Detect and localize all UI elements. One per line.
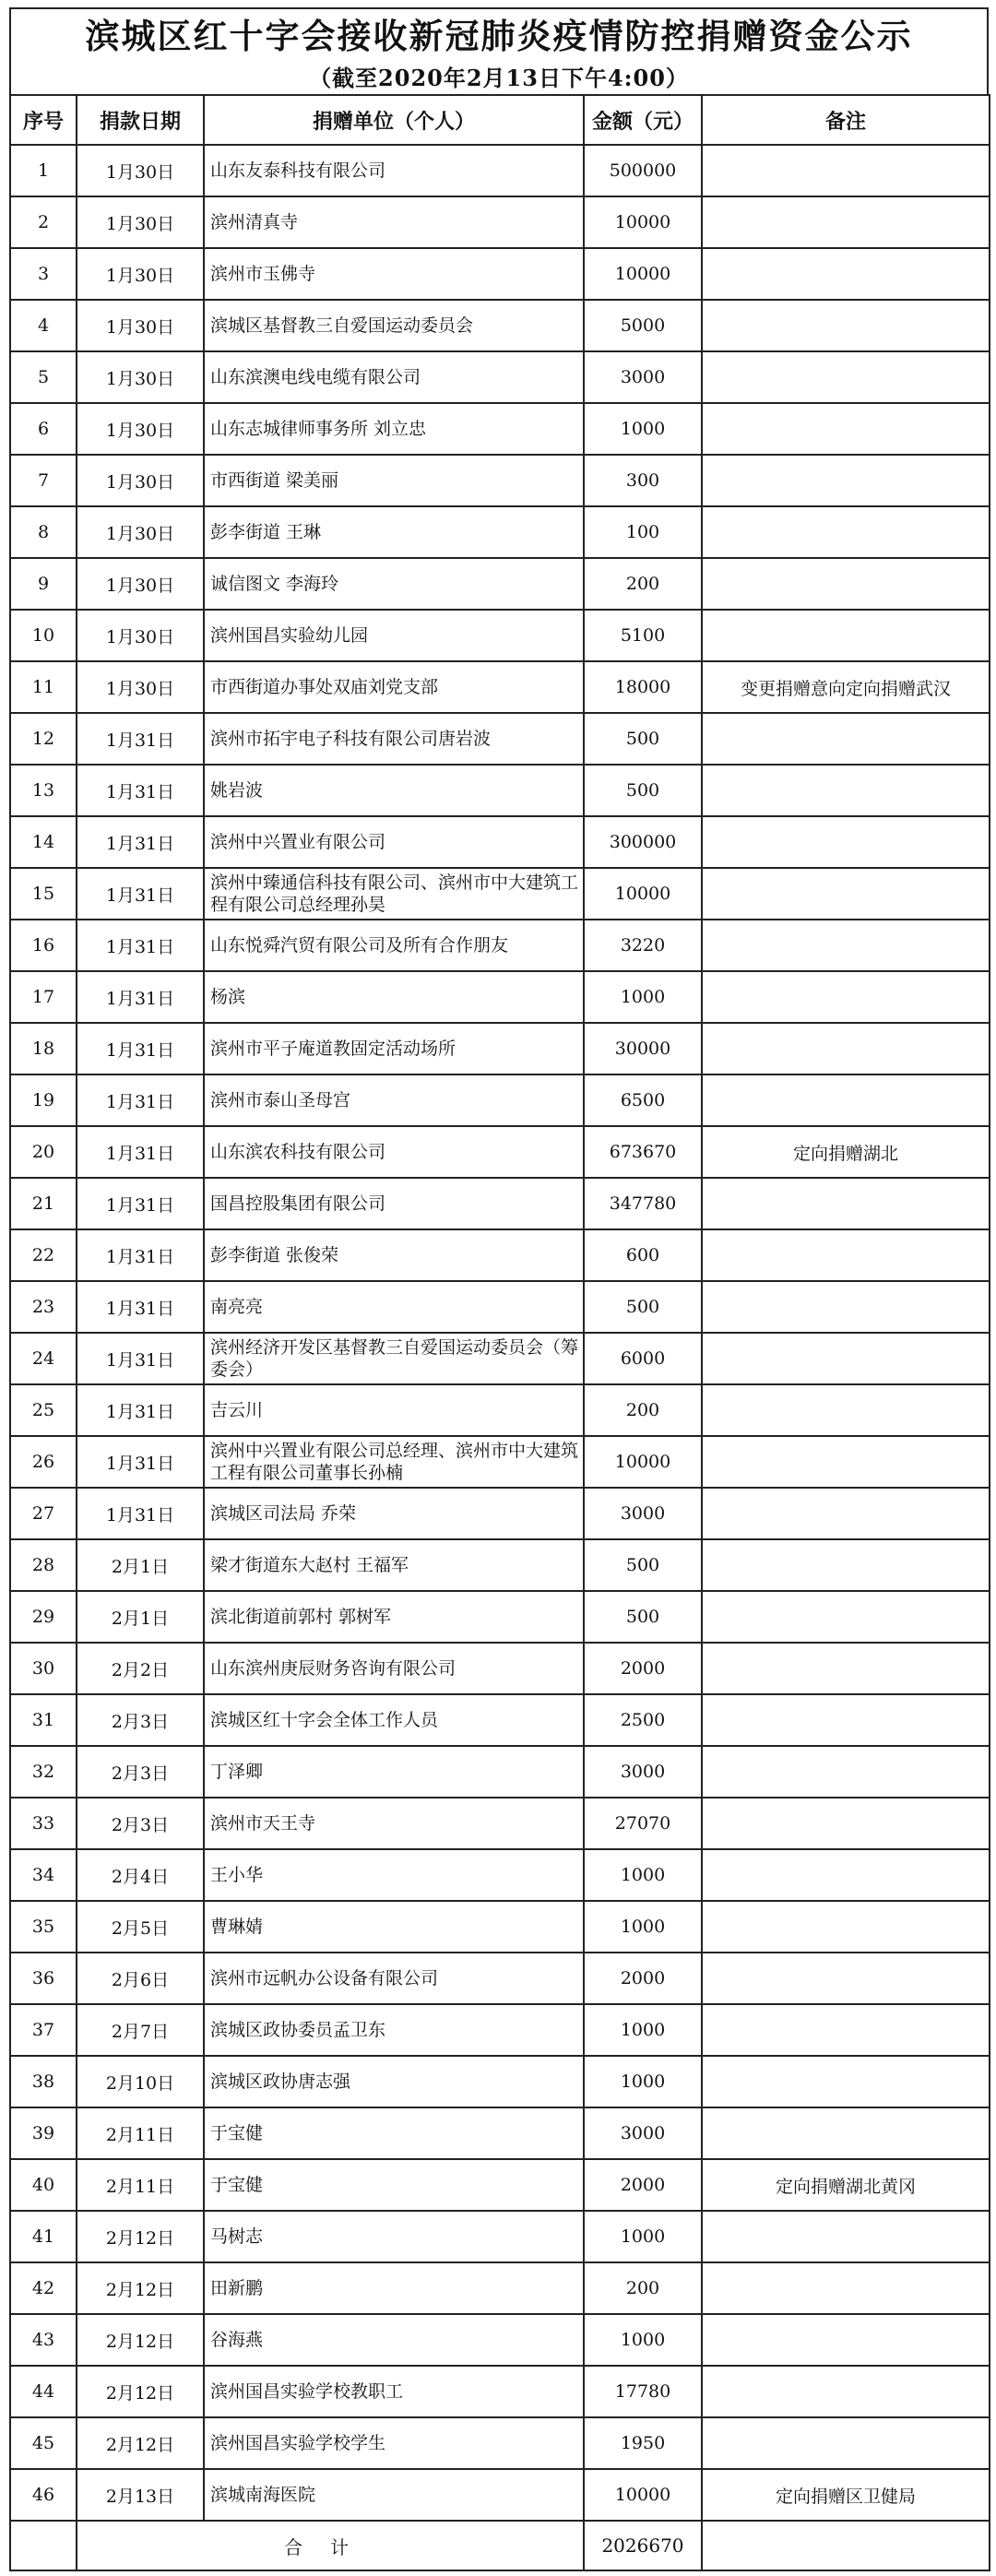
row-note <box>702 1229 990 1281</box>
row-note <box>702 1333 990 1384</box>
header-note: 备注 <box>702 95 990 145</box>
row-number: 27 <box>10 1488 77 1539</box>
table-row <box>10 2314 990 2366</box>
row-note <box>702 2056 990 2107</box>
row-number: 42 <box>10 2262 77 2314</box>
row-amount: 2000 <box>584 1953 702 2004</box>
table-row <box>10 403 990 455</box>
row-amount: 347780 <box>584 1178 702 1229</box>
row-note <box>702 1798 990 1849</box>
table-row <box>10 2004 990 2056</box>
row-number: 43 <box>10 2314 77 2366</box>
row-amount: 1000 <box>584 1901 702 1953</box>
table-row <box>10 1229 990 1281</box>
row-note: 定向捐赠湖北 <box>702 1126 990 1178</box>
row-donor: 山东友泰科技有限公司 <box>204 145 584 196</box>
row-date: 1月30日 <box>77 506 204 558</box>
row-amount: 200 <box>584 2262 702 2314</box>
row-amount: 1000 <box>584 2314 702 2366</box>
row-donor: 诚信图文 李海玲 <box>204 558 584 610</box>
table-body <box>10 145 990 2521</box>
row-date: 1月31日 <box>77 1074 204 1126</box>
row-date: 1月30日 <box>77 351 204 403</box>
row-amount: 500 <box>584 1281 702 1333</box>
row-note <box>702 1384 990 1436</box>
row-amount: 600 <box>584 1229 702 1281</box>
table-row <box>10 1953 990 2004</box>
row-note <box>702 2004 990 2056</box>
row-amount: 2000 <box>584 1643 702 1694</box>
row-amount: 10000 <box>584 868 702 920</box>
row-note <box>702 196 990 248</box>
row-note <box>702 2314 990 2366</box>
row-number: 20 <box>10 1126 77 1178</box>
donation-table <box>9 94 990 2571</box>
table-row <box>10 145 990 196</box>
row-donor: 滨州市拓宇电子科技有限公司唐岩波 <box>204 713 584 765</box>
row-note <box>702 300 990 351</box>
table-row <box>10 1849 990 1901</box>
table-row <box>10 765 990 816</box>
row-date: 1月31日 <box>77 1281 204 1333</box>
row-donor: 南亮亮 <box>204 1281 584 1333</box>
table-row <box>10 661 990 713</box>
table-row <box>10 1178 990 1229</box>
row-amount: 6500 <box>584 1074 702 1126</box>
row-donor: 滨州市玉佛寺 <box>204 248 584 300</box>
table-row <box>10 2417 990 2469</box>
row-number: 3 <box>10 248 77 300</box>
row-note <box>702 1539 990 1591</box>
table-row <box>10 610 990 661</box>
header-donor: 捐赠单位（个人） <box>204 95 584 145</box>
row-date: 2月11日 <box>77 2159 204 2211</box>
row-date: 1月30日 <box>77 300 204 351</box>
row-donor: 滨城区司法局 乔荣 <box>204 1488 584 1539</box>
table-row <box>10 1281 990 1333</box>
row-number: 46 <box>10 2469 77 2521</box>
row-donor: 山东滨澳电线电缆有限公司 <box>204 351 584 403</box>
row-note <box>702 765 990 816</box>
row-amount: 1950 <box>584 2417 702 2469</box>
row-number: 28 <box>10 1539 77 1591</box>
table-row <box>10 816 990 868</box>
row-note <box>702 920 990 971</box>
row-date: 1月31日 <box>77 1126 204 1178</box>
row-donor: 滨州市天王寺 <box>204 1798 584 1849</box>
row-donor: 滨城南海医院 <box>204 2469 584 2521</box>
row-date: 2月10日 <box>77 2056 204 2107</box>
row-note <box>702 145 990 196</box>
row-date: 2月4日 <box>77 1849 204 1901</box>
table-row <box>10 868 990 920</box>
row-donor: 滨城区政协唐志强 <box>204 2056 584 2107</box>
row-note <box>702 1074 990 1126</box>
table-row <box>10 2366 990 2417</box>
row-amount: 10000 <box>584 248 702 300</box>
row-date: 1月30日 <box>77 661 204 713</box>
row-donor: 田新鹏 <box>204 2262 584 2314</box>
table-row <box>10 506 990 558</box>
row-note <box>702 2262 990 2314</box>
row-amount: 3000 <box>584 1488 702 1539</box>
row-note: 定向捐赠区卫健局 <box>702 2469 990 2521</box>
row-date: 1月31日 <box>77 920 204 971</box>
row-date: 1月31日 <box>77 1384 204 1436</box>
row-donor: 滨州国昌实验幼儿园 <box>204 610 584 661</box>
row-amount: 30000 <box>584 1023 702 1074</box>
row-date: 2月3日 <box>77 1798 204 1849</box>
row-donor: 滨州中臻通信科技有限公司、滨州市中大建筑工程有限公司总经理孙昊 <box>204 868 584 920</box>
row-amount: 10000 <box>584 2469 702 2521</box>
row-number: 39 <box>10 2107 77 2159</box>
row-date: 1月31日 <box>77 1333 204 1384</box>
row-date: 2月7日 <box>77 2004 204 2056</box>
row-number: 30 <box>10 1643 77 1694</box>
table-row <box>10 1591 990 1643</box>
row-date: 1月30日 <box>77 145 204 196</box>
row-note <box>702 1901 990 1953</box>
table-row <box>10 1488 990 1539</box>
row-amount: 200 <box>584 1384 702 1436</box>
row-amount: 200 <box>584 558 702 610</box>
row-amount: 6000 <box>584 1333 702 1384</box>
row-date: 2月11日 <box>77 2107 204 2159</box>
table-row <box>10 2211 990 2262</box>
table-row <box>10 351 990 403</box>
row-donor: 山东志城律师事务所 刘立忠 <box>204 403 584 455</box>
row-note <box>702 506 990 558</box>
table-row <box>10 1074 990 1126</box>
row-donor: 王小华 <box>204 1849 584 1901</box>
row-number: 31 <box>10 1694 77 1746</box>
row-amount: 10000 <box>584 196 702 248</box>
row-note <box>702 816 990 868</box>
row-amount: 500000 <box>584 145 702 196</box>
row-date: 1月31日 <box>77 713 204 765</box>
row-date: 2月1日 <box>77 1591 204 1643</box>
table-row <box>10 248 990 300</box>
row-number: 18 <box>10 1023 77 1074</box>
row-donor: 彭李街道 张俊荣 <box>204 1229 584 1281</box>
row-date: 2月5日 <box>77 1901 204 1953</box>
table-row <box>10 300 990 351</box>
row-note <box>702 248 990 300</box>
row-note <box>702 2366 990 2417</box>
row-donor: 滨州国昌实验学校学生 <box>204 2417 584 2469</box>
row-note <box>702 403 990 455</box>
row-amount: 1000 <box>584 2211 702 2262</box>
row-donor: 滨州市泰山圣母宫 <box>204 1074 584 1126</box>
row-note <box>702 1023 990 1074</box>
donation-sheet <box>9 7 989 2571</box>
table-row <box>10 1384 990 1436</box>
row-number: 2 <box>10 196 77 248</box>
row-number: 26 <box>10 1436 77 1488</box>
row-date: 2月12日 <box>77 2262 204 2314</box>
table-row <box>10 971 990 1023</box>
row-amount: 3000 <box>584 1746 702 1798</box>
row-date: 1月30日 <box>77 455 204 506</box>
row-donor: 滨州市远帆办公设备有限公司 <box>204 1953 584 2004</box>
row-number: 11 <box>10 661 77 713</box>
row-date: 2月2日 <box>77 1643 204 1694</box>
row-note <box>702 1436 990 1488</box>
row-note <box>702 455 990 506</box>
row-date: 2月13日 <box>77 2469 204 2521</box>
row-number: 19 <box>10 1074 77 1126</box>
row-note: 变更捐赠意向定向捐赠武汉 <box>702 661 990 713</box>
row-donor: 姚岩波 <box>204 765 584 816</box>
row-donor: 山东滨农科技有限公司 <box>204 1126 584 1178</box>
row-note <box>702 713 990 765</box>
row-amount: 3220 <box>584 920 702 971</box>
row-donor: 滨城区政协委员孟卫东 <box>204 2004 584 2056</box>
row-amount: 300 <box>584 455 702 506</box>
row-donor: 滨城区基督教三自爱国运动委员会 <box>204 300 584 351</box>
row-date: 1月31日 <box>77 765 204 816</box>
row-note <box>702 1849 990 1901</box>
row-amount: 2000 <box>584 2159 702 2211</box>
row-donor: 马树志 <box>204 2211 584 2262</box>
row-note <box>702 1178 990 1229</box>
row-note <box>702 2107 990 2159</box>
header-date: 捐款日期 <box>77 95 204 145</box>
row-donor: 吉云川 <box>204 1384 584 1436</box>
row-number: 22 <box>10 1229 77 1281</box>
table-row <box>10 455 990 506</box>
row-amount: 100 <box>584 506 702 558</box>
table-row <box>10 1694 990 1746</box>
row-donor: 滨州清真寺 <box>204 196 584 248</box>
total-label: 合计 <box>77 2521 584 2570</box>
row-amount: 500 <box>584 713 702 765</box>
table-row <box>10 2159 990 2211</box>
row-date: 1月30日 <box>77 403 204 455</box>
row-amount: 1000 <box>584 971 702 1023</box>
row-date: 1月31日 <box>77 1023 204 1074</box>
row-number: 16 <box>10 920 77 971</box>
row-donor: 于宝健 <box>204 2107 584 2159</box>
row-donor: 谷海燕 <box>204 2314 584 2366</box>
row-amount: 500 <box>584 1539 702 1591</box>
total-spacer <box>10 2521 77 2570</box>
row-date: 1月30日 <box>77 196 204 248</box>
row-number: 14 <box>10 816 77 868</box>
row-number: 12 <box>10 713 77 765</box>
row-number: 5 <box>10 351 77 403</box>
table-row <box>10 1539 990 1591</box>
row-amount: 300000 <box>584 816 702 868</box>
row-date: 2月12日 <box>77 2366 204 2417</box>
row-number: 1 <box>10 145 77 196</box>
row-donor: 滨州国昌实验学校教职工 <box>204 2366 584 2417</box>
row-amount: 673670 <box>584 1126 702 1178</box>
row-number: 44 <box>10 2366 77 2417</box>
row-note <box>702 2211 990 2262</box>
row-note <box>702 2417 990 2469</box>
row-number: 15 <box>10 868 77 920</box>
row-donor: 滨州中兴置业有限公司 <box>204 816 584 868</box>
row-note <box>702 971 990 1023</box>
row-date: 1月31日 <box>77 868 204 920</box>
row-amount: 5000 <box>584 300 702 351</box>
row-number: 35 <box>10 1901 77 1953</box>
total-row <box>10 2521 990 2570</box>
row-number: 37 <box>10 2004 77 2056</box>
row-note <box>702 610 990 661</box>
row-number: 36 <box>10 1953 77 2004</box>
header-no: 序号 <box>10 95 77 145</box>
row-amount: 5100 <box>584 610 702 661</box>
row-donor: 市西街道 梁美丽 <box>204 455 584 506</box>
row-date: 1月31日 <box>77 816 204 868</box>
row-amount: 18000 <box>584 661 702 713</box>
row-number: 40 <box>10 2159 77 2211</box>
row-date: 2月6日 <box>77 1953 204 2004</box>
row-note <box>702 1953 990 2004</box>
table-row <box>10 920 990 971</box>
row-donor: 山东悦舜汽贸有限公司及所有合作朋友 <box>204 920 584 971</box>
row-amount: 17780 <box>584 2366 702 2417</box>
row-date: 2月12日 <box>77 2314 204 2366</box>
row-number: 6 <box>10 403 77 455</box>
row-note <box>702 1591 990 1643</box>
row-note <box>702 558 990 610</box>
row-date: 2月1日 <box>77 1539 204 1591</box>
row-amount: 1000 <box>584 403 702 455</box>
row-amount: 1000 <box>584 1849 702 1901</box>
row-amount: 500 <box>584 1591 702 1643</box>
row-number: 17 <box>10 971 77 1023</box>
table-row <box>10 2469 990 2521</box>
row-note <box>702 1694 990 1746</box>
table-row <box>10 1643 990 1694</box>
header-row <box>10 95 990 145</box>
row-number: 24 <box>10 1333 77 1384</box>
row-donor: 彭李街道 王琳 <box>204 506 584 558</box>
row-date: 2月12日 <box>77 2211 204 2262</box>
row-donor: 丁泽卿 <box>204 1746 584 1798</box>
row-date: 1月30日 <box>77 610 204 661</box>
row-date: 1月31日 <box>77 1229 204 1281</box>
table-row <box>10 713 990 765</box>
table-row <box>10 1333 990 1384</box>
row-date: 1月30日 <box>77 248 204 300</box>
row-note: 定向捐赠湖北黄冈 <box>702 2159 990 2211</box>
row-number: 45 <box>10 2417 77 2469</box>
table-row <box>10 558 990 610</box>
row-date: 1月31日 <box>77 1178 204 1229</box>
row-amount: 1000 <box>584 2056 702 2107</box>
row-amount: 27070 <box>584 1798 702 1849</box>
row-donor: 市西街道办事处双庙刘党支部 <box>204 661 584 713</box>
table-row <box>10 1436 990 1488</box>
page-subtitle: （截至2020年2月13日下午4:00） <box>309 64 689 91</box>
row-number: 29 <box>10 1591 77 1643</box>
row-donor: 国昌控股集团有限公司 <box>204 1178 584 1229</box>
row-donor: 滨州中兴置业有限公司总经理、滨州市中大建筑工程有限公司董事长孙楠 <box>204 1436 584 1488</box>
table-row <box>10 2107 990 2159</box>
table-row <box>10 1126 990 1178</box>
row-amount: 3000 <box>584 351 702 403</box>
row-amount: 10000 <box>584 1436 702 1488</box>
row-date: 1月31日 <box>77 971 204 1023</box>
row-number: 34 <box>10 1849 77 1901</box>
row-number: 7 <box>10 455 77 506</box>
row-number: 25 <box>10 1384 77 1436</box>
row-number: 4 <box>10 300 77 351</box>
row-amount: 3000 <box>584 2107 702 2159</box>
header-amount: 金额（元） <box>584 95 702 145</box>
table-row <box>10 1023 990 1074</box>
row-number: 13 <box>10 765 77 816</box>
row-donor: 山东滨州庚辰财务咨询有限公司 <box>204 1643 584 1694</box>
row-note <box>702 1488 990 1539</box>
row-date: 2月3日 <box>77 1694 204 1746</box>
table-row <box>10 1901 990 1953</box>
table-row <box>10 2262 990 2314</box>
title-box <box>9 7 989 57</box>
row-number: 32 <box>10 1746 77 1798</box>
row-note <box>702 1746 990 1798</box>
total-amount: 2026670 <box>584 2521 702 2570</box>
row-number: 10 <box>10 610 77 661</box>
page-title: 滨城区红十字会接收新冠肺炎疫情防控捐赠资金公示 <box>85 16 913 56</box>
total-note <box>702 2521 990 2570</box>
row-donor: 杨滨 <box>204 971 584 1023</box>
row-note <box>702 1643 990 1694</box>
table-row <box>10 1798 990 1849</box>
row-number: 9 <box>10 558 77 610</box>
row-number: 38 <box>10 2056 77 2107</box>
row-donor: 曹琳婧 <box>204 1901 584 1953</box>
row-donor: 滨城区红十字会全体工作人员 <box>204 1694 584 1746</box>
row-note <box>702 1281 990 1333</box>
row-donor: 于宝健 <box>204 2159 584 2211</box>
row-amount: 1000 <box>584 2004 702 2056</box>
row-date: 2月3日 <box>77 1746 204 1798</box>
row-donor: 滨州经济开发区基督教三自爱国运动委员会（筹委会） <box>204 1333 584 1384</box>
row-number: 23 <box>10 1281 77 1333</box>
row-date: 2月12日 <box>77 2417 204 2469</box>
row-amount: 500 <box>584 765 702 816</box>
subtitle-box <box>9 57 989 94</box>
row-donor: 梁才街道东大赵村 王福军 <box>204 1539 584 1591</box>
row-donor: 滨州市平子庵道教固定活动场所 <box>204 1023 584 1074</box>
row-number: 41 <box>10 2211 77 2262</box>
row-number: 21 <box>10 1178 77 1229</box>
row-donor: 滨北街道前郭村 郭树军 <box>204 1591 584 1643</box>
row-date: 1月30日 <box>77 558 204 610</box>
table-row <box>10 196 990 248</box>
row-number: 8 <box>10 506 77 558</box>
table-row <box>10 2056 990 2107</box>
row-date: 1月31日 <box>77 1488 204 1539</box>
table-row <box>10 1746 990 1798</box>
row-note <box>702 351 990 403</box>
row-number: 33 <box>10 1798 77 1849</box>
row-note <box>702 868 990 920</box>
row-amount: 2500 <box>584 1694 702 1746</box>
row-date: 1月31日 <box>77 1436 204 1488</box>
